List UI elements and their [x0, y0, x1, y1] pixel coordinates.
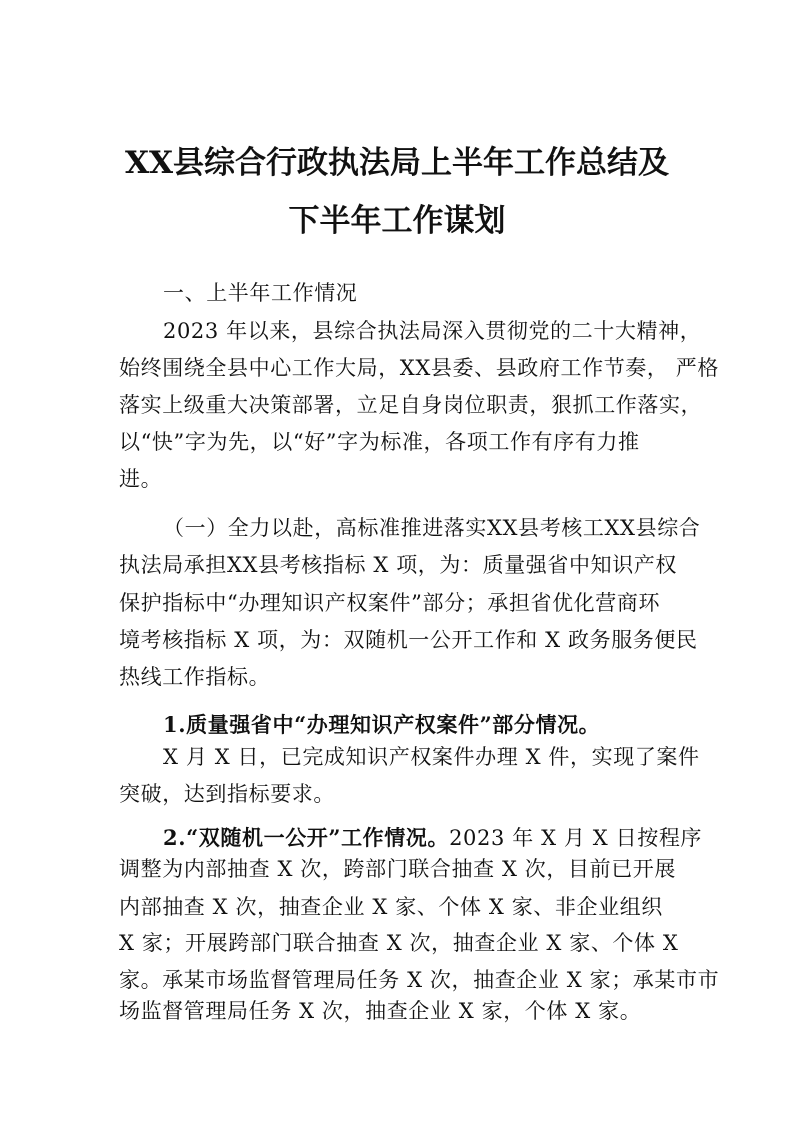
paragraph-line: 家。承某市场监督管理局任务 X 次，抽查企业 X 家；承某市市 [119, 968, 720, 992]
paragraph-line: 始终围绕全县中心工作大局，XX县委、县政府工作节奏， 严格 [119, 356, 719, 380]
sub-heading: 1.质量强省中“办理知识产权案件”部分情况。 [163, 712, 601, 737]
paragraph-line: 调整为内部抽查 X 次，跨部门联合抽查 X 次，目前已开展 [119, 857, 676, 881]
document-title-line-1: XX县综合行政执法局上半年工作总结及 [124, 145, 670, 181]
paragraph-line: 境考核指标 X 项，为：双随机一公开工作和 X 政务服务便民 [119, 628, 698, 652]
paragraph-line: 2023 年以来，县综合执法局深入贯彻党的二十大精神， [163, 319, 702, 343]
paragraph-line: 进。 [119, 467, 163, 491]
paragraph-text: 2023 年 X 月 X 日按程序 [449, 826, 703, 850]
paragraph-line: 场监督管理局任务 X 次，抽查企业 X 家，个体 X 家。 [119, 999, 642, 1023]
paragraph-line: 以“快”字为先，以“好”字为标准，各项工作有序有力推 [119, 430, 640, 454]
paragraph-line: 落实上级重大决策部署，立足自身岗位职责，狠抓工作落实， [119, 393, 703, 417]
paragraph-line: 执法局承担XX县考核指标 X 项，为：质量强省中知识产权 [119, 553, 677, 577]
paragraph-line: 内部抽查 X 次，抽查企业 X 家、个体 X 家、非企业组织 [119, 895, 663, 919]
document-title-line-2: 下半年工作谋划 [288, 203, 506, 239]
paragraph-line: 热线工作指标。 [119, 665, 271, 689]
paragraph-line: X 月 X 日，已完成知识产权案件办理 X 件，实现了案件 [163, 745, 700, 769]
section-heading: 一、上半年工作情况 [163, 281, 358, 305]
paragraph-line: 突破，达到指标要求。 [119, 782, 335, 806]
paragraph-line: （一）全力以赴，高标准推进落实XX县考核工XX县综合 [163, 516, 701, 540]
paragraph-line: 保护指标中“办理知识产权案件”部分；承担省优化营商环 [119, 591, 661, 615]
sub-heading-inline: 2.“双随机一公开”工作情况。 [163, 825, 450, 850]
paragraph-line: X 家；开展跨部门联合抽查 X 次，抽查企业 X 家、个体 X [119, 931, 679, 955]
paragraph-line [163, 825, 702, 851]
